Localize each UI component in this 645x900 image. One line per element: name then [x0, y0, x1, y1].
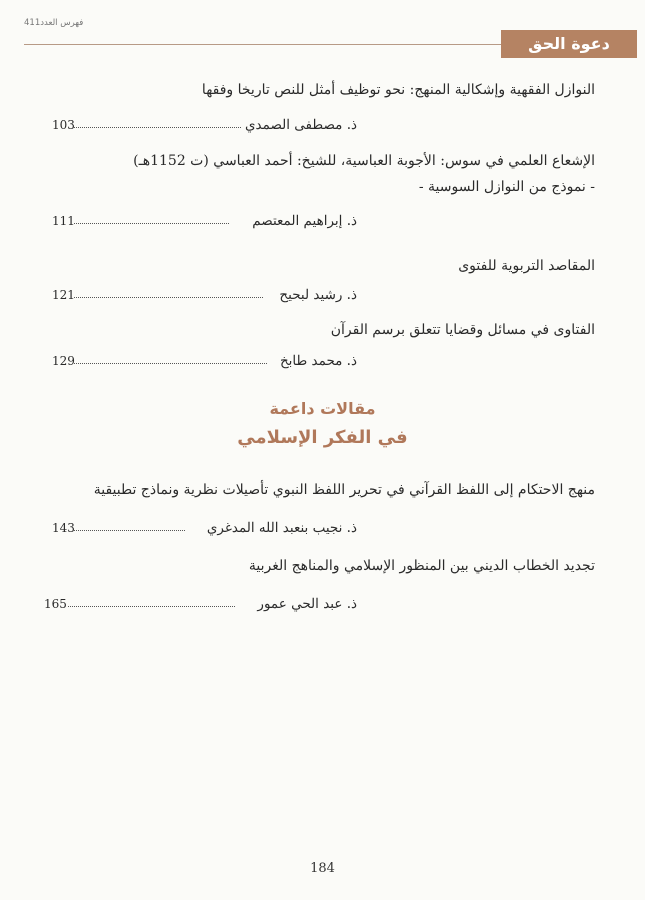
- leader-dots: [74, 530, 185, 531]
- leader-dots: [74, 223, 229, 224]
- toc-author-line: [52, 353, 357, 369]
- page-header: [24, 8, 637, 53]
- leader-dots: [74, 297, 263, 298]
- toc-entry-subtitle: - نموذج من النوازل السوسية -: [418, 179, 595, 195]
- toc-author-line: [52, 117, 357, 133]
- toc-page-number: 111: [52, 214, 75, 228]
- toc-author: ذ. محمد طابخ: [279, 353, 357, 369]
- toc-entry-title: الإشعاع العلمي في سوس: الأجوبة العباسية، للشيخ: أحمد العباسي (ت 1152هـ): [133, 153, 595, 169]
- toc-author: ذ. مصطفى الصمدي: [244, 117, 357, 133]
- toc-author: ذ. إبراهيم المعتصم: [252, 213, 357, 229]
- toc-author-line: [44, 596, 357, 612]
- page-number: 184: [310, 861, 335, 876]
- toc-author-line: [52, 213, 357, 229]
- toc-page-number: 143: [52, 521, 75, 535]
- leader-dots: [74, 363, 267, 364]
- toc-author-line: [52, 520, 357, 536]
- issue-index-label: فهرس العدد411: [24, 18, 84, 28]
- section-heading-line1: مقالات داعمة: [269, 399, 376, 418]
- toc-page-number: 165: [44, 597, 67, 611]
- toc-entry-title: منهج الاحتكام إلى اللفظ القرآني في تحرير اللفظ النبوي تأصيلات نظرية ونماذج تطبيقية: [93, 482, 595, 498]
- leader-dots: [74, 127, 241, 128]
- toc-entry-title: الفتاوى في مسائل وقضايا تتعلق برسم القرآن: [330, 322, 595, 338]
- toc-entry-title: المقاصد التربوية للفتوى: [458, 258, 595, 274]
- toc-author: ذ. رشيد لبحيح: [279, 287, 357, 303]
- toc-entry-title: النوازل الفقهية وإشكالية المنهج: نحو توظيف أمثل للنص تاريخا وفقها: [201, 82, 595, 98]
- toc-entry-title: تجديد الخطاب الديني بين المنظور الإسلامي والمناهج الغربية: [248, 558, 595, 574]
- toc-page-number: 103: [52, 118, 75, 132]
- toc-page-number: 121: [52, 288, 75, 302]
- leader-dots: [68, 606, 235, 607]
- toc-author: ذ. نجيب بنعبد الله المدغري: [206, 520, 357, 536]
- section-heading-line2: في الفكر الإسلامي: [237, 427, 408, 448]
- toc-author: ذ. عبد الحي عمور: [257, 596, 357, 612]
- toc-author-line: [52, 287, 357, 303]
- toc-page-number: 129: [52, 354, 75, 368]
- magazine-logo: دعوة الحق: [501, 30, 637, 58]
